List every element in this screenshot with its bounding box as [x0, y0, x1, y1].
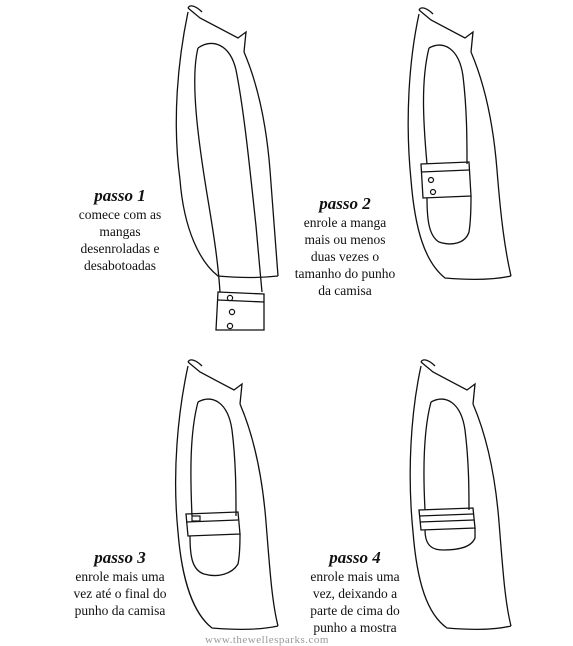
step-1-title: passo 1: [94, 186, 146, 205]
step-4-caption: [295, 548, 415, 636]
step-1-caption: [60, 186, 180, 274]
step-1-text: comece com as mangas desenroladas e desabotoadas: [78, 207, 162, 273]
step-4-text: enrole mais uma vez, deixando a parte de cima do punho a mostra: [310, 569, 400, 635]
step-2-title: passo 2: [319, 194, 371, 213]
step-3-caption: [60, 548, 180, 619]
watermark: www.thewellesparks.com: [205, 634, 329, 646]
shirt-step-1-illustration: [160, 0, 290, 335]
step-3-text: enrole mais uma vez até o final do punho da camisa: [73, 569, 167, 618]
step-2-caption: [285, 194, 405, 299]
step-4-title: passo 4: [329, 548, 381, 567]
shirt-step-2-illustration: [395, 0, 525, 290]
step-2-text: enrole a manga mais ou menos duas vezes o tamanho do punho da camisa: [294, 215, 396, 298]
step-3-title: passo 3: [94, 548, 146, 567]
